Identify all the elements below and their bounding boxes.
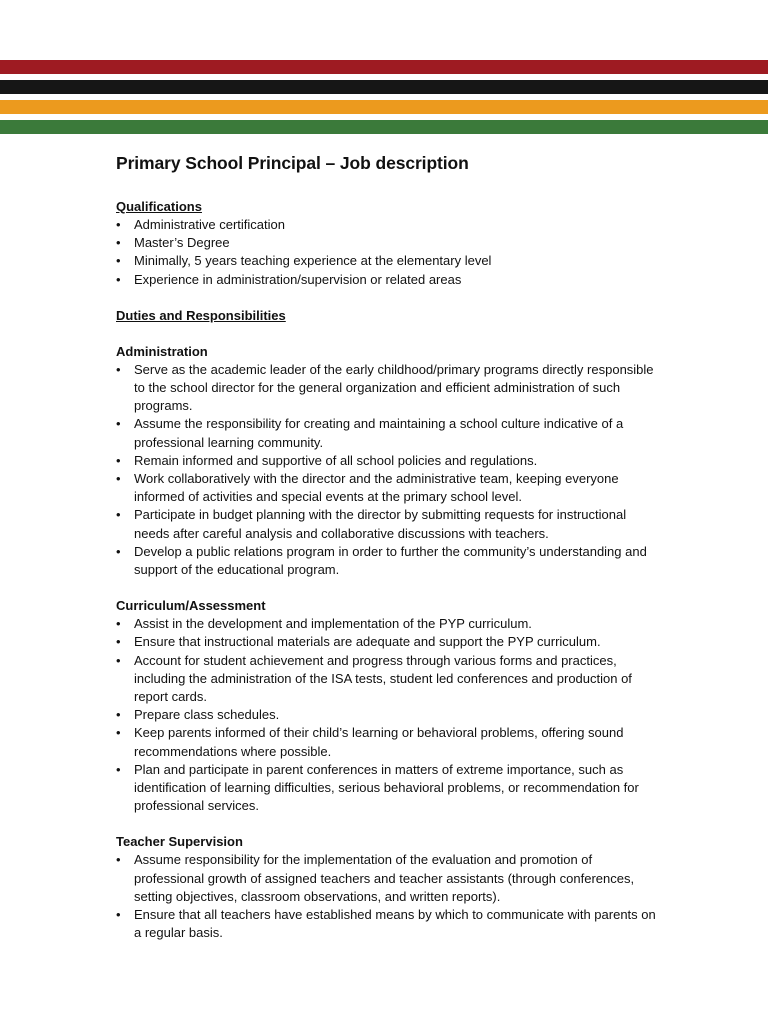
list-item: • Remain informed and supportive of all school policies and regulations. <box>116 452 661 470</box>
supervision-list <box>116 851 661 942</box>
document-body <box>116 150 661 943</box>
list-item: • Keep parents informed of their child’s learning or behavioral problems, offering sound recommendations where possible. <box>116 724 661 760</box>
administration-heading: Administration <box>116 343 208 359</box>
curriculum-heading: Curriculum/Assessment <box>116 598 266 614</box>
list-item: • Serve as the academic leader of the early childhood/primary programs directly responsible to the school director for the general organization and efficient administration of such programs. <box>116 361 661 416</box>
black-stripe <box>0 80 768 94</box>
supervision-heading: Teacher Supervision <box>116 834 243 850</box>
curriculum-list <box>116 615 661 815</box>
page-title: Primary School Principal – Job description <box>116 153 469 173</box>
list-item: • Prepare class schedules. <box>116 706 661 724</box>
list-item: • Develop a public relations program in order to further the community’s understanding and support of the educational program. <box>116 543 661 579</box>
list-item: • Administrative certification <box>116 216 661 234</box>
list-item: • Participate in budget planning with the director by submitting requests for instructional needs after careful analysis and collaborative discussions with teachers. <box>116 506 661 542</box>
qualifications-label: Qualifications <box>116 199 202 214</box>
list-item: • Plan and participate in parent conferences in matters of extreme importance, such as identification of learning difficulties, serious behavioral problems, or recommendation for professional services. <box>116 761 661 816</box>
list-item: • Ensure that instructional materials are adequate and support the PYP curriculum. <box>116 633 661 651</box>
list-item: • Master’s Degree <box>116 234 661 252</box>
green-stripe <box>0 120 768 134</box>
administration-list <box>116 361 661 579</box>
list-item: • Work collaboratively with the director and the administrative team, keeping everyone informed of activities and special events at the primary school level. <box>116 470 661 506</box>
list-item: • Assume the responsibility for creating and maintaining a school culture indicative of a professional learning community. <box>116 415 661 451</box>
list-item: • Assist in the development and implementation of the PYP curriculum. <box>116 615 661 633</box>
red-stripe <box>0 60 768 74</box>
list-item: • Assume responsibility for the implementation of the evaluation and promotion of professional growth of assigned teachers and teacher assistants (through conferences, setting objectives, classroom observations, and written reports). <box>116 851 661 906</box>
duties-label: Duties and Responsibilities <box>116 307 286 323</box>
list-item: • Minimally, 5 years teaching experience at the elementary level <box>116 252 661 270</box>
list-item: • Account for student achievement and progress through various forms and practices, including the administration of the ISA tests, student led conferences and production of report cards. <box>116 652 661 707</box>
list-item: • Ensure that all teachers have established means by which to communicate with parents on a regular basis. <box>116 906 661 942</box>
list-item: • Experience in administration/supervision or related areas <box>116 271 661 289</box>
orange-stripe <box>0 100 768 114</box>
qualifications-list <box>116 216 661 289</box>
